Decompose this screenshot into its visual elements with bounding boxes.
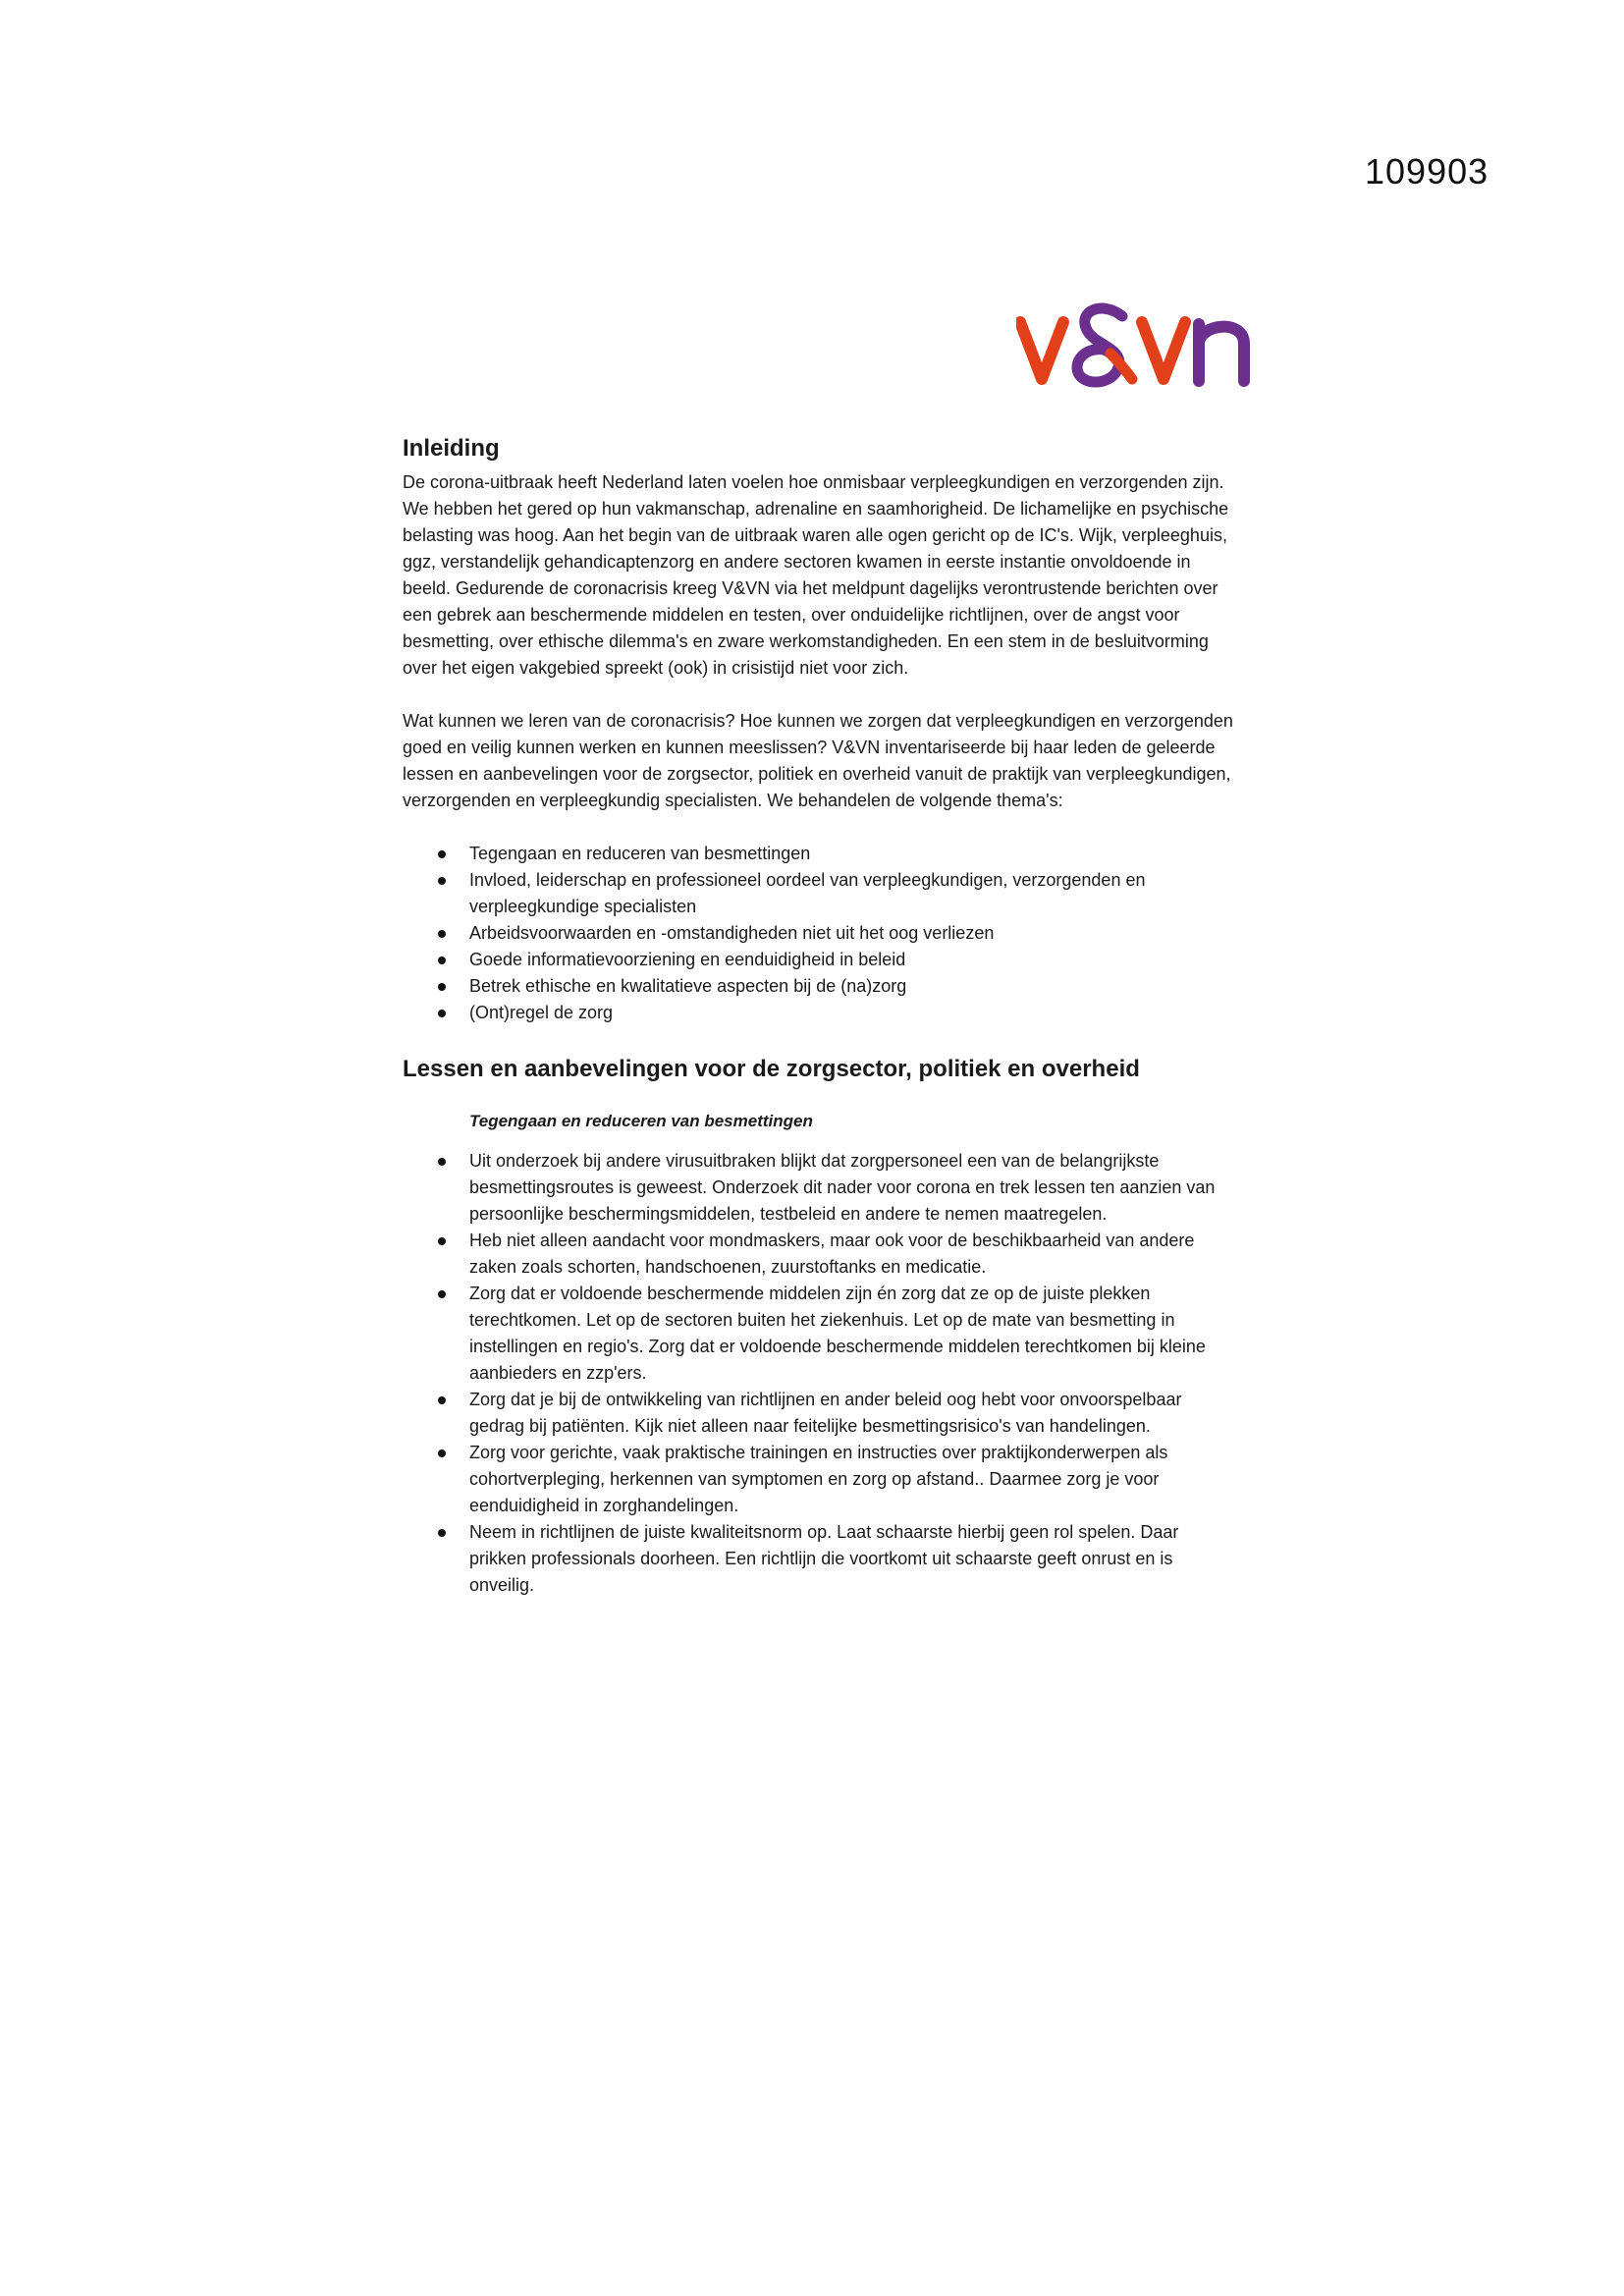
document-number: 109903 bbox=[1365, 151, 1489, 191]
list-item: Zorg dat er voldoende beschermende middelen zijn én zorg dat ze op de juiste plekken terechtkomen. Let op de sectoren buiten het ziekenhuis. Let op de mate van besmetting in instellingen en regio's. Zorg dat er voldoende beschermende middelen terechtkomen bij kleine aanbieders en zzp'ers. bbox=[403, 1281, 1237, 1387]
bullet-icon bbox=[438, 930, 446, 938]
logo-ampersand bbox=[1077, 308, 1122, 382]
bullet-icon bbox=[438, 1237, 446, 1245]
bullet-icon bbox=[438, 1449, 446, 1457]
logo-letter-v2 bbox=[1142, 322, 1185, 379]
document-body bbox=[403, 432, 1237, 1625]
list-item: Zorg voor gerichte, vaak praktische trainingen en instructies over praktijkonderwerpen als cohortverpleging, herkennen van symptomen en zorg op afstand.. Daarmee zorg je voor eenduidigheid in zorghandelingen. bbox=[403, 1440, 1237, 1519]
themes-list bbox=[403, 841, 1237, 1026]
bullet-icon bbox=[438, 850, 446, 858]
list-item: Invloed, leiderschap en professioneel oordeel van verpleegkundigen, verzorgenden en verpleegkundige specialisten bbox=[403, 867, 1237, 920]
list-item: Goede informatievoorziening en eenduidigheid in beleid bbox=[403, 947, 1237, 973]
intro-paragraph-2: Wat kunnen we leren van de coronacrisis? Hoe kunnen we zorgen dat verpleegkundigen en verzorgenden goed en veilig kunnen werken en kunnen meeslissen? V&VN inventariseerde bij haar leden de geleerde lessen en aanbevelingen voor de zorgsector, politiek en overheid vanuit de praktijk van verpleegkundigen, verzorgenden en verpleegkundig specialisten. We behandelen de volgende thema's: bbox=[403, 711, 1233, 810]
vvn-logo bbox=[1016, 295, 1272, 393]
list-item: Arbeidsvoorwaarden en -omstandigheden niet uit het oog verliezen bbox=[403, 920, 1237, 947]
list-item: Tegengaan en reduceren van besmettingen bbox=[403, 841, 1237, 867]
logo-letter-n bbox=[1199, 324, 1244, 381]
bullet-icon bbox=[438, 1158, 446, 1166]
list-item: (Ont)regel de zorg bbox=[403, 1000, 1237, 1026]
bullet-icon bbox=[438, 1396, 446, 1404]
bullet-icon bbox=[438, 1529, 446, 1537]
list-item: Neem in richtlijnen de juiste kwaliteitsnorm op. Laat schaarste hierbij geen rol spelen. Daar prikken professionals doorheen. Een richtlijn die voortkomt uit schaarste geeft onrust en is onveilig. bbox=[403, 1519, 1237, 1599]
lessons-list bbox=[403, 1148, 1237, 1599]
list-item: Betrek ethische en kwalitatieve aspecten bij de (na)zorg bbox=[403, 973, 1237, 1000]
bullet-icon bbox=[438, 1290, 446, 1298]
list-item: Uit onderzoek bij andere virusuitbraken blijkt dat zorgpersoneel een van de belangrijkste besmettingsroutes is geweest. Onderzoek dit nader voor corona en trek lessen ten aanzien van persoonlijke beschermingsmiddelen, testbeleid en andere te nemen maatregelen. bbox=[403, 1148, 1237, 1228]
bullet-icon bbox=[438, 877, 446, 885]
bullet-icon bbox=[438, 957, 446, 964]
lessons-subheading: Tegengaan en reduceren van besmettingen bbox=[469, 1112, 813, 1130]
bullet-icon bbox=[438, 1010, 446, 1017]
intro-paragraph-1: De corona-uitbraak heeft Nederland laten voelen hoe onmisbaar verpleegkundigen en verzorgenden zijn. We hebben het gered op hun vakmanschap, adrenaline en saamhorigheid. De lichamelijke en psychische belasting was hoog. Aan het begin van de uitbraak waren alle ogen gericht op de IC's. Wijk, verpleeghuis, ggz, verstandelijk gehandicaptenzorg en andere sectoren kwamen in eerste instantie onvoldoende in beeld. Gedurende de coronacrisis kreeg V&VN via het meldpunt dagelijks verontrustende berichten over een gebrek aan beschermende middelen en testen, over onduidelijke richtlijnen, over de angst voor besmetting, over ethische dilemma's en zware werkomstandigheden. En een stem in de besluitvorming over het eigen vakgebied spreekt (ook) in crisistijd niet voor zich. bbox=[403, 472, 1229, 678]
list-item: Zorg dat je bij de ontwikkeling van richtlijnen en ander beleid oog hebt voor onvoorspelbaar gedrag bij patiënten. Kijk niet alleen naar feitelijke besmettingsrisico's van handelingen. bbox=[403, 1387, 1237, 1440]
logo-letter-v1 bbox=[1020, 322, 1063, 379]
list-item: Heb niet alleen aandacht voor mondmaskers, maar ook voor de beschikbaarheid van andere zaken zoals schorten, handschoenen, zuurstoftanks en medicatie. bbox=[403, 1228, 1237, 1281]
lessons-heading: Lessen en aanbevelingen voor de zorgsector, politiek en overheid bbox=[403, 1056, 1140, 1082]
intro-heading: Inleiding bbox=[403, 435, 500, 462]
bullet-icon bbox=[438, 983, 446, 991]
